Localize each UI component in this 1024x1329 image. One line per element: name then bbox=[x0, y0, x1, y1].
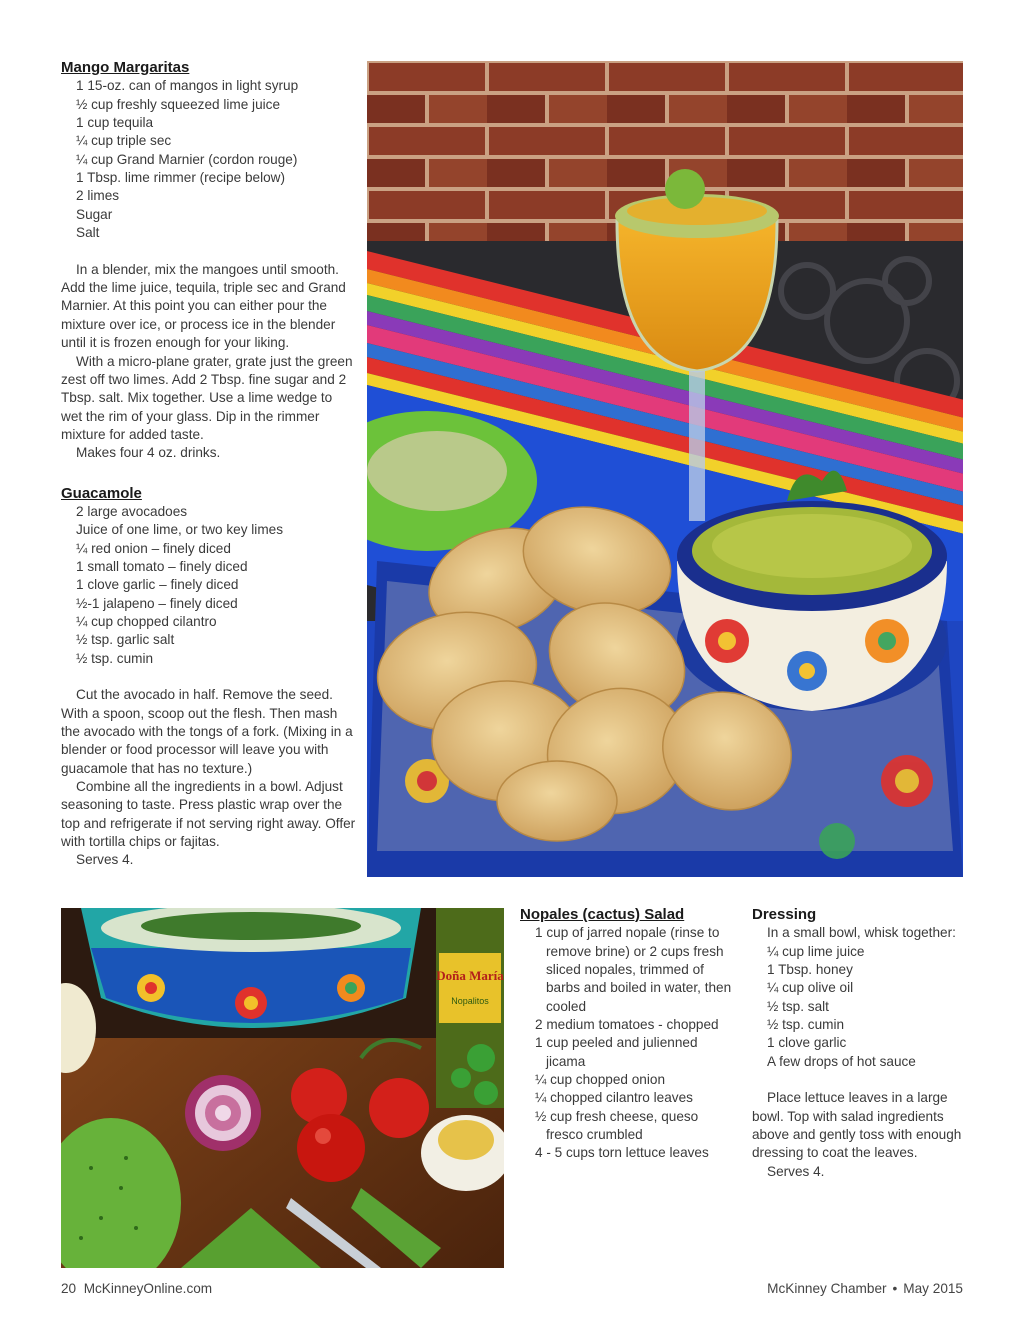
ingredient-item: 2 limes bbox=[76, 188, 120, 204]
yield-text: Serves 4. bbox=[767, 1163, 825, 1179]
yield-text: Makes four 4 oz. drinks. bbox=[76, 445, 221, 461]
margarita-guacamole-photo bbox=[367, 61, 963, 877]
nopales-photo-illustration bbox=[61, 908, 504, 1268]
mango-ingredient-list bbox=[61, 77, 356, 242]
ingredient-item: ¼ cup lime juice bbox=[767, 943, 865, 959]
nopales-salad-title: Nopales (cactus) Salad bbox=[520, 906, 685, 923]
ingredient-item: ¼ cup Grand Marnier (cordon rouge) bbox=[76, 151, 298, 167]
dressing-ingredient-list bbox=[752, 924, 972, 1071]
ingredient-item: ¼ red onion – finely diced bbox=[76, 540, 231, 556]
ingredient-item: 1 Tbsp. honey bbox=[767, 962, 853, 978]
instruction-paragraph: Cut the avocado in half. Remove the seed. With a spoon, scoop out the flesh. Then mash the avocado with the tongs of a fork. (Mixing in a blender or food processor will leave you with guacamole that has no texture.) bbox=[61, 687, 353, 776]
ingredient-item: ¼ cup triple sec bbox=[76, 133, 172, 149]
guacamole-title: Guacamole bbox=[61, 484, 142, 502]
ingredient-item: ½ tsp. cumin bbox=[767, 1017, 845, 1033]
ingredient-item: 1 15-oz. can of mangos in light syrup bbox=[76, 78, 299, 94]
yield-text: Serves 4. bbox=[76, 852, 134, 868]
ingredient-item: 2 large avocadoes bbox=[76, 503, 188, 519]
ingredient-item: 1 clove garlic bbox=[767, 1035, 847, 1051]
ingredient-item: A few drops of hot sauce bbox=[767, 1053, 916, 1069]
ingredient-item: ½-1 jalapeno – finely diced bbox=[76, 595, 238, 611]
dressing-intro: In a small bowl, whisk together: bbox=[767, 925, 956, 941]
issue-date: May 2015 bbox=[903, 1281, 963, 1296]
website-link[interactable]: McKinneyOnline.com bbox=[83, 1281, 213, 1296]
margarita-photo-illustration bbox=[367, 61, 963, 877]
guacamole-ingredient-list bbox=[61, 503, 356, 668]
ingredient-item: Juice of one lime, or two key limes bbox=[76, 522, 284, 538]
ingredient-item: 4 - 5 cups torn lettuce leaves bbox=[535, 1145, 709, 1161]
ingredient-item: ½ tsp. salt bbox=[767, 998, 829, 1014]
footer-right bbox=[767, 1281, 963, 1296]
ingredient-item: Sugar bbox=[76, 206, 113, 222]
ingredient-item: ¼ cup chopped cilantro bbox=[76, 613, 217, 629]
ingredient-item: ½ tsp. garlic salt bbox=[76, 632, 175, 648]
instruction-paragraph: In a blender, mix the mangoes until smooth. Add the lime juice, tequila, triple sec and Grand Marnier. At this point you can either pour the mixture over ice, or process ice in the blender until it is frozen enough for your liking. bbox=[61, 261, 346, 351]
nopales-ingredient-list bbox=[520, 924, 735, 1162]
page-number: 20 bbox=[61, 1281, 77, 1296]
mango-margaritas-title: Mango Margaritas bbox=[61, 59, 190, 76]
ingredient-item: 1 cup of jarred nopale (rinse to remove brine) or 2 cups fresh sliced nopales, trimmed of barbs and boiled in water, then cooled bbox=[535, 925, 732, 1014]
ingredient-item: ½ tsp. cumin bbox=[76, 650, 154, 666]
ingredient-item: 1 cup peeled and julienned jicama bbox=[535, 1035, 698, 1069]
ingredient-item: ½ cup freshly squeezed lime juice bbox=[76, 96, 281, 112]
nopales-salad-photo bbox=[61, 908, 504, 1268]
ingredient-item: 1 small tomato – finely diced bbox=[76, 558, 248, 574]
nopales-column bbox=[520, 906, 735, 1163]
ingredient-item: 1 Tbsp. lime rimmer (recipe below) bbox=[76, 170, 285, 186]
dressing-title: Dressing bbox=[752, 906, 817, 923]
ingredient-item: ¼ chopped cilantro leaves bbox=[535, 1090, 693, 1106]
ingredient-item: 1 cup tequila bbox=[76, 115, 154, 131]
ingredient-item: ½ cup fresh cheese, queso fresco crumbled bbox=[535, 1108, 699, 1143]
instruction-paragraph: With a micro-plane grater, grate just the green zest off two limes. Add 2 Tbsp. fine sugar and 2 Tbsp. salt. Mix together. Use a lime wedge to wet the rim of your glass. Dip in the rimmer mixture for added taste. bbox=[61, 353, 353, 442]
publication-name: McKinney Chamber bbox=[767, 1281, 887, 1296]
footer-separator: • bbox=[892, 1281, 898, 1296]
ingredient-item: ¼ cup chopped onion bbox=[535, 1072, 666, 1088]
jar-brand-label: Doña María bbox=[436, 968, 504, 983]
ingredient-item: 2 medium tomatoes - chopped bbox=[535, 1017, 719, 1033]
ingredient-item: 1 clove garlic – finely diced bbox=[76, 577, 239, 593]
jar-product-label: Nopalitos bbox=[451, 996, 489, 1006]
ingredient-item: ¼ cup olive oil bbox=[767, 980, 854, 996]
dressing-column bbox=[752, 906, 972, 1181]
footer-left bbox=[61, 1281, 212, 1296]
left-column bbox=[61, 59, 356, 870]
ingredient-item: Salt bbox=[76, 225, 100, 241]
instruction-paragraph: Combine all the ingredients in a bowl. Adjust seasoning to taste. Press plastic wrap over the top and refrigerate if not serving right away. Offer with tortilla chips or fajitas. bbox=[61, 779, 356, 850]
instruction-paragraph: Place lettuce leaves in a large bowl. Top with salad ingredients above and gently toss with enough dressing to coat the leaves. bbox=[752, 1090, 962, 1161]
